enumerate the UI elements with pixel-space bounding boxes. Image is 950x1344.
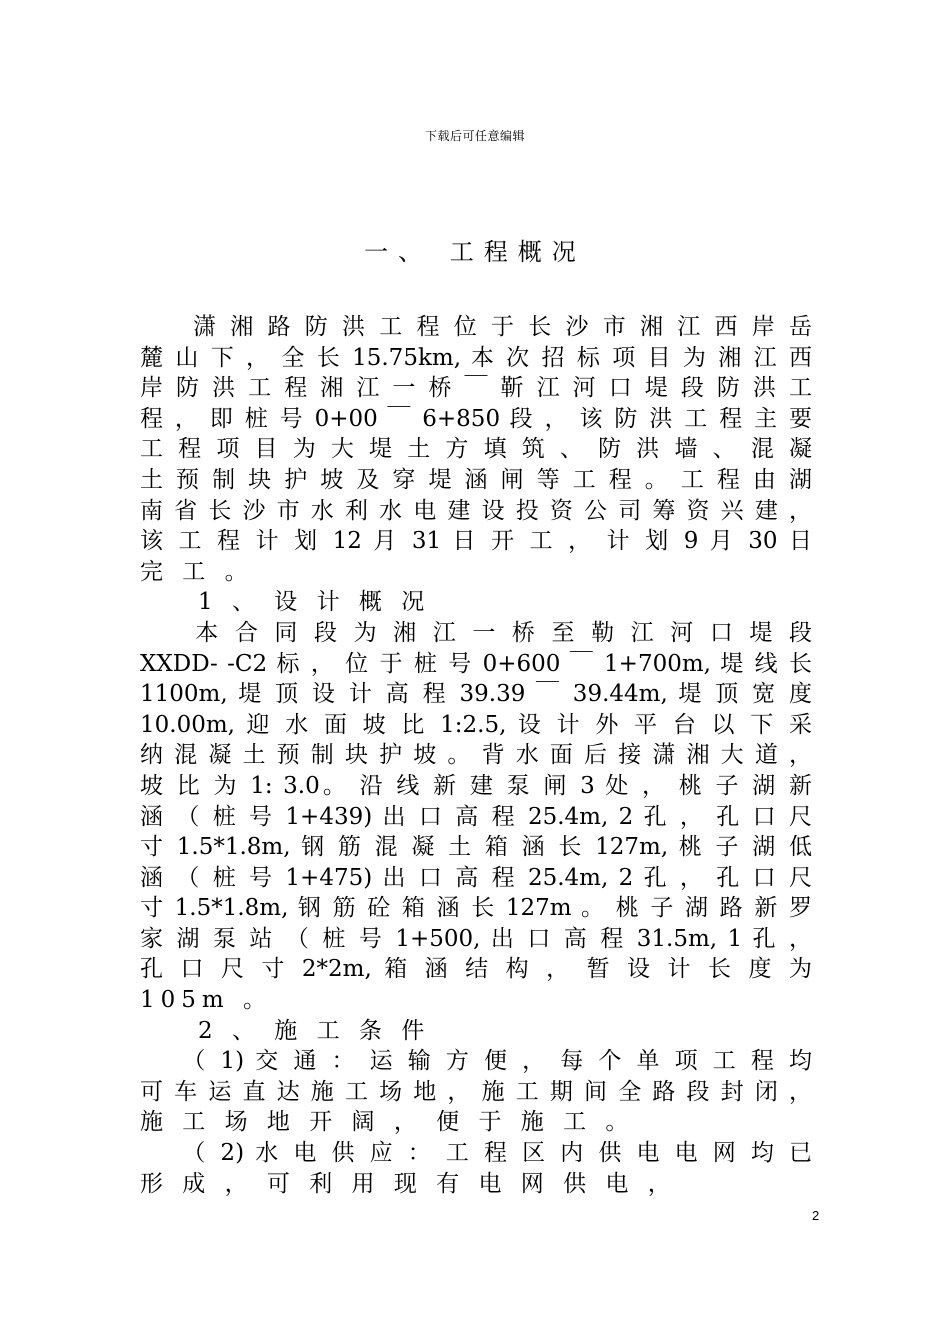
text-line: 程 ， 即 桩 号 0+00 ￣ 6+850 段 ， 该 防 洪 工 程 主 要 xyxy=(140,405,812,432)
text-line: 该 工 程 计 划 12 月 31 日 开 工 ， 计 划 9 月 30 日 xyxy=(140,528,812,555)
text-line: 本 合 同 段 为 湘 江 一 桥 至 勒 江 河 口 堤 段 xyxy=(140,619,812,646)
text-line: 工 程 项 目 为 大 堤 土 方 填 筑 、 防 洪 墙 、 混 凝 xyxy=(140,436,812,463)
text-line: 家 湖 泵 站 （ 桩 号 1+500, 出 口 高 程 31.5m, 1 孔 ， xyxy=(140,925,812,952)
subheading-design-overview: 1 、 设 计 概 况 xyxy=(140,589,431,616)
text-line: （ 1) 交 通 ： 运 输 方 便 ， 每 个 单 项 工 程 均 xyxy=(140,1048,812,1075)
text-line: 岸 防 洪 工 程 湘 江 一 桥 ￣ 靳 江 河 口 堤 段 防 洪 工 xyxy=(140,375,812,402)
text-line: 纳 混 凝 土 预 制 块 护 坡 。 背 水 面 后 接 潇 湘 大 道 ， xyxy=(140,742,812,769)
page-number: 2 xyxy=(812,1208,820,1223)
text-line: 涵 （ 桩 号 1+475) 出 口 高 程 25.4m, 2 孔 ， 孔 口 尺 xyxy=(140,864,812,891)
text-line: （ 2) 水 电 供 应 ： 工 程 区 内 供 电 电 网 均 已 xyxy=(140,1140,812,1167)
text-line: 1100m, 堤 顶 设 计 高 程 39.39 ￣ 39.44m, 堤 顶 宽 度 xyxy=(140,681,812,708)
text-line: 完 工 。 xyxy=(140,558,254,585)
text-line: 南 省 长 沙 市 水 利 水 电 建 设 投 资 公 司 筹 资 兴 建 ， xyxy=(140,497,812,524)
text-line: 坡 比 为 1: 3.0。 沿 线 新 建 泵 闸 3 处 ， 桃 子 湖 新 xyxy=(140,772,812,799)
text-line: 涵 （ 桩 号 1+439) 出 口 高 程 25.4m, 2 孔 ， 孔 口 尺 xyxy=(140,803,812,830)
section-title: 一、 工程概况 xyxy=(364,238,586,266)
subheading-construction-conditions: 2 、 施 工 条 件 xyxy=(140,1017,431,1044)
text-line: 形 成 ， 可 利 用 现 有 电 网 供 电 ， xyxy=(140,1170,677,1197)
text-line: 麓 山 下 ， 全 长 15.75km, 本 次 招 标 项 目 为 湘 江 西 xyxy=(140,344,812,371)
text-line: 孔 口 尺 寸 2*2m, 箱 涵 结 构 ， 暂 设 计 长 度 为 xyxy=(140,956,812,983)
text-line: 105m 。 xyxy=(140,987,273,1014)
text-line: 寸 1.5*1.8m, 钢 筋 砼 箱 涵 长 127m 。 桃 子 湖 路 新 罗 xyxy=(140,895,812,922)
text-line: 10.00m, 迎 水 面 坡 比 1:2.5, 设 计 外 平 台 以 下 采 xyxy=(140,711,812,738)
body-text xyxy=(140,312,812,1199)
text-line: 潇 湘 路 防 洪 工 程 位 于 长 沙 市 湘 江 西 岸 岳 xyxy=(140,314,812,340)
text-line: 施 工 场 地 开 阔 ， 便 于 施 工 。 xyxy=(140,1109,635,1136)
text-line: XXDD- -C2 标 ， 位 于 桩 号 0+600 ￣ 1+700m, 堤 线 长 xyxy=(140,650,812,677)
text-line: 寸 1.5*1.8m, 钢 筋 混 凝 土 箱 涵 长 127m, 桃 子 湖 低 xyxy=(140,834,812,861)
page-header-note: 下载后可任意编辑 xyxy=(424,129,525,143)
text-line: 可 车 运 直 达 施 工 场 地 ， 施 工 期 间 全 路 段 封 闭 ， xyxy=(140,1078,812,1105)
text-line: 土 预 制 块 护 坡 及 穿 堤 涵 闸 等 工 程 。 工 程 由 湖 xyxy=(140,466,812,493)
